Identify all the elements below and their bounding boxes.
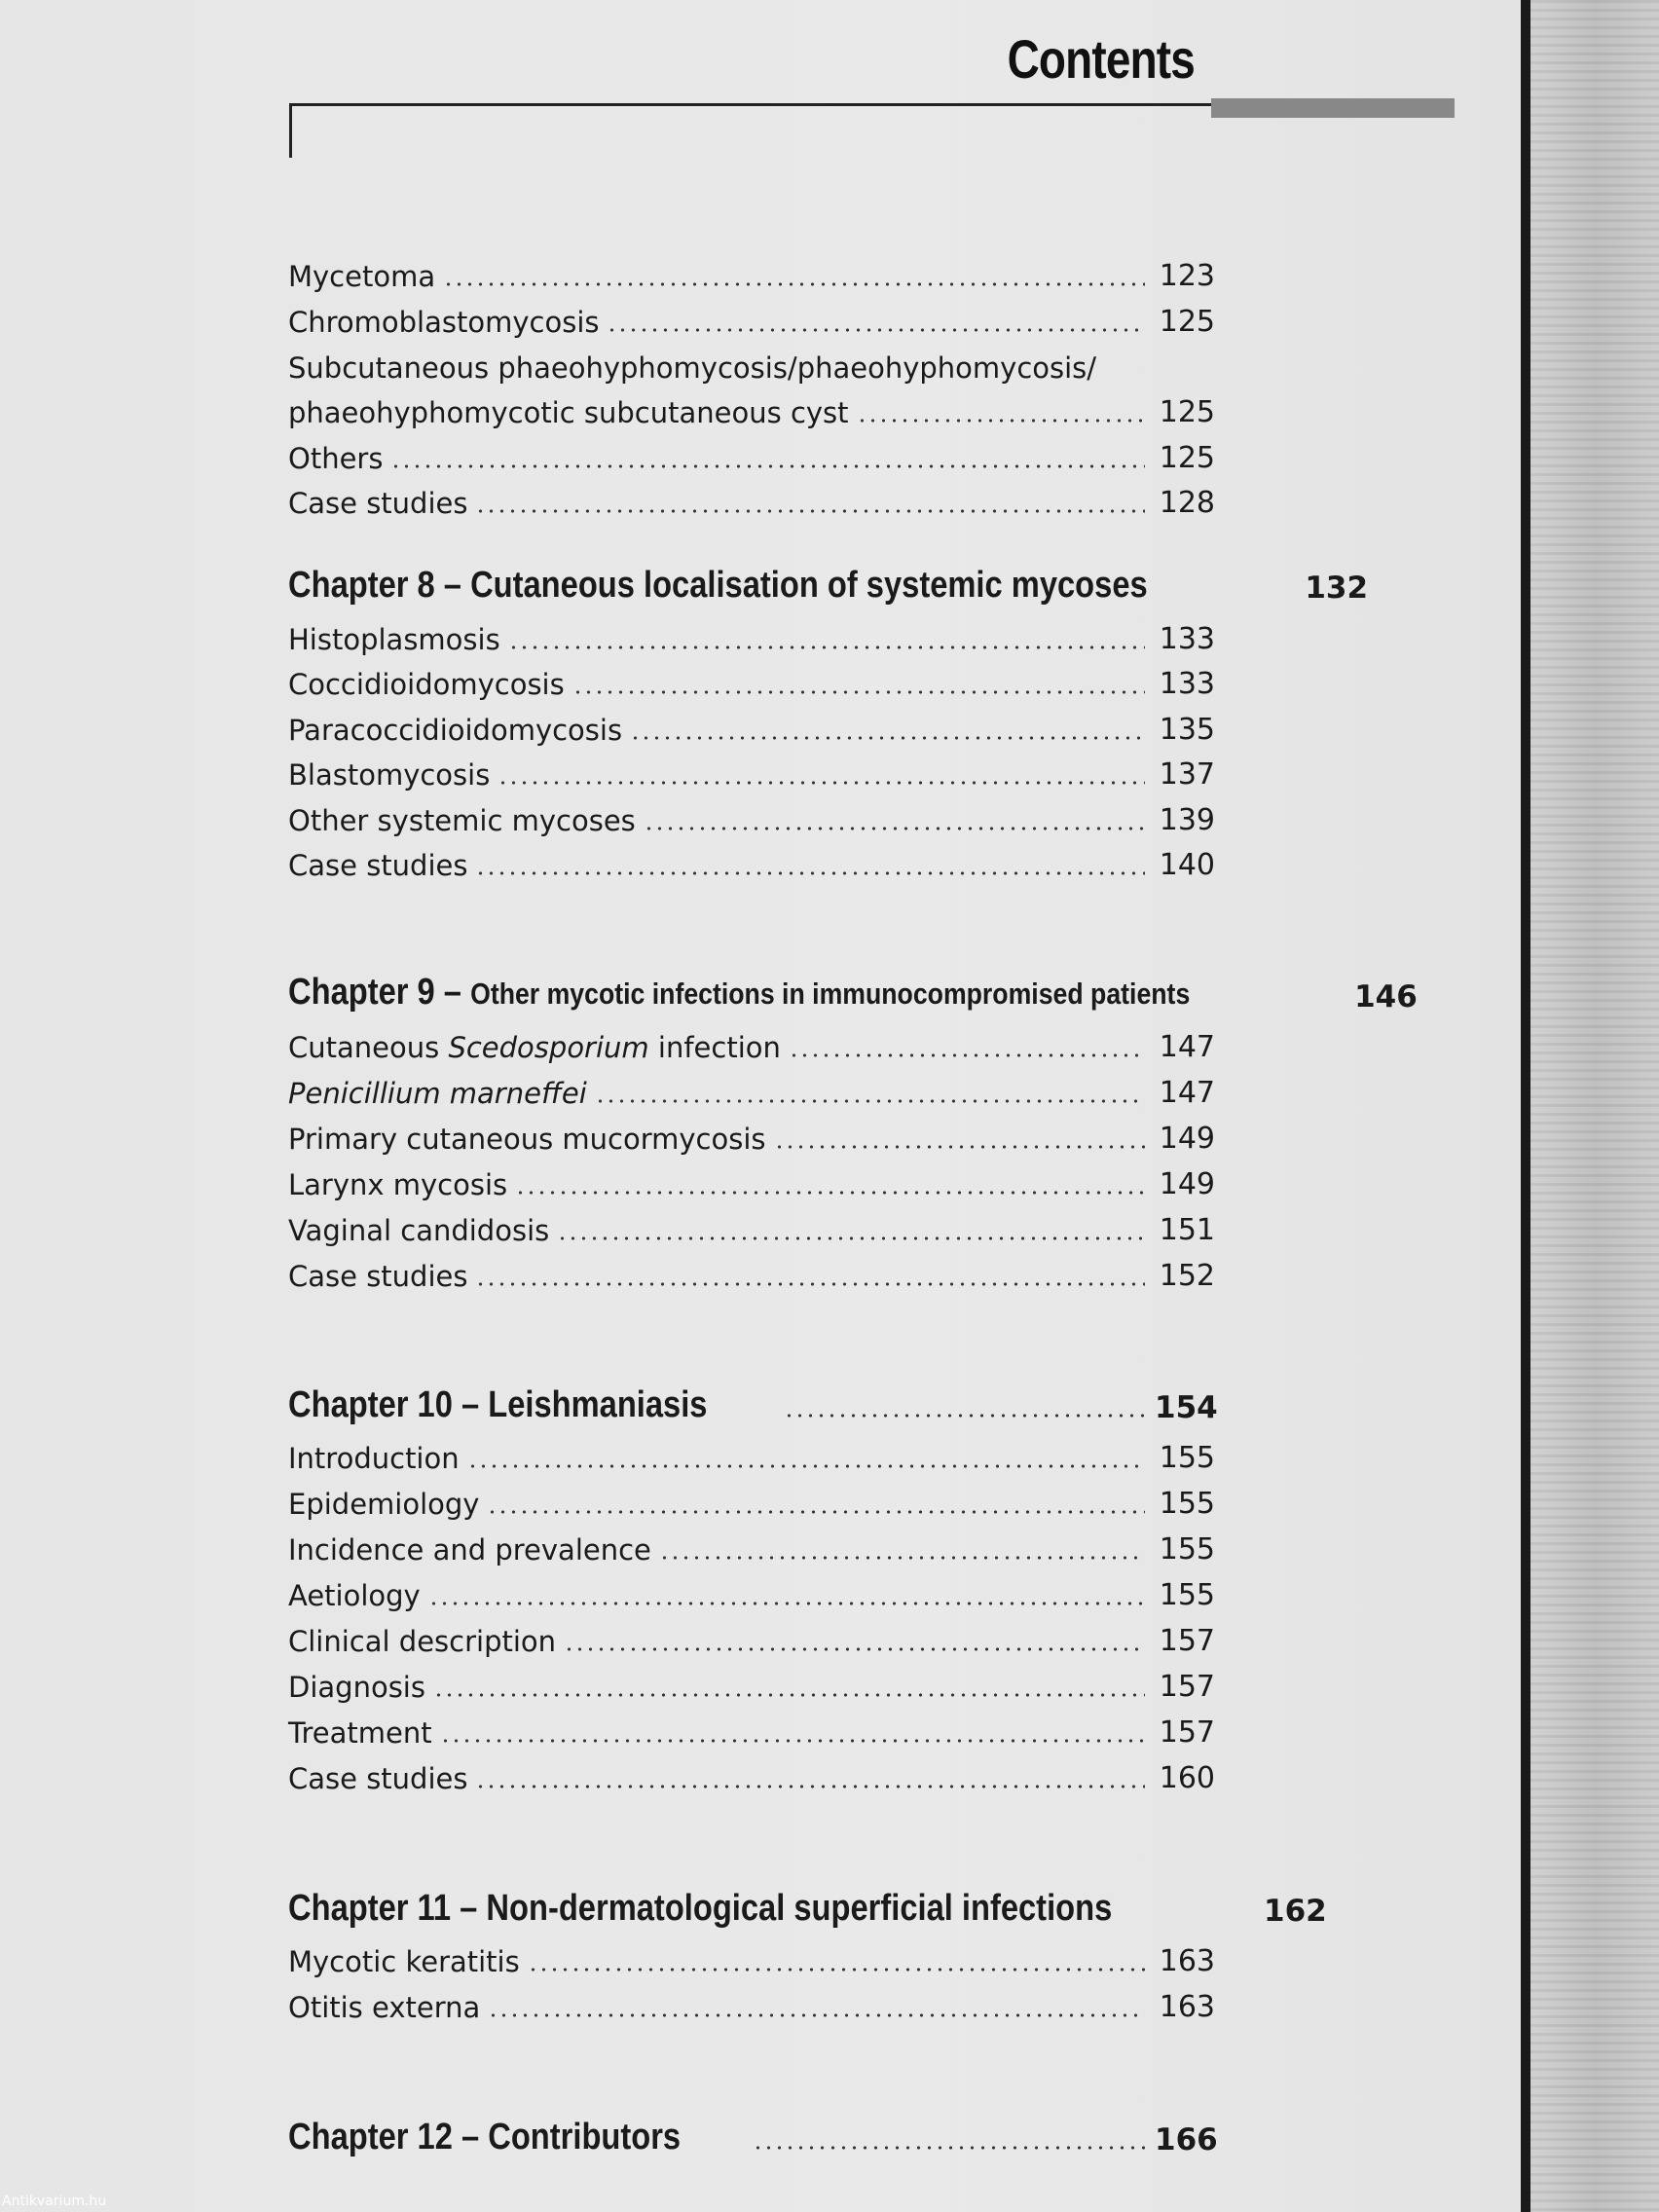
toc-entry-label: Mycetoma: [288, 260, 436, 293]
toc-entry-label: Cutaneous Scedosporium infection: [288, 1031, 781, 1064]
toc-entry-label: Paracoccidioidomycosis: [288, 714, 623, 747]
leader-dots: [498, 781, 1145, 785]
leader-dots: [564, 1647, 1145, 1651]
toc-entry-label: Mycotic keratitis: [288, 1945, 520, 1978]
chapter-title: Chapter 8 – Cutaneous localisation of systemic mycoses: [288, 565, 1148, 606]
leader-dots: [789, 1053, 1145, 1057]
chapter-page: 166: [1155, 2122, 1218, 2157]
toc-entry: [288, 614, 1215, 659]
leader-dots: [557, 1236, 1145, 1240]
toc-entry-label: Blastomycosis: [288, 758, 491, 792]
chapter-page: 162: [1264, 1894, 1327, 1929]
toc-entry-page: 149: [1159, 1167, 1215, 1201]
chapter-heading: [288, 972, 1418, 1016]
toc-entry: [288, 1708, 1215, 1752]
toc-entry-label: Otitis externa: [288, 1991, 481, 2024]
toc-entry: [288, 795, 1215, 840]
toc-entry-label: Other systemic mycoses: [288, 804, 636, 837]
page-title: Contents: [1007, 28, 1195, 90]
toc-entry-page: 125: [1159, 395, 1215, 429]
leader-dots: [528, 1968, 1145, 1972]
leader-dots: [467, 1464, 1145, 1468]
leader-dots: [515, 1191, 1145, 1195]
toc-entry: [288, 840, 1215, 885]
toc-entry-page: 155: [1159, 1578, 1215, 1612]
leader-dots: [607, 328, 1145, 332]
toc-entry-label: Chromoblastomycosis: [288, 306, 600, 339]
toc-entry-page: 155: [1159, 1441, 1215, 1475]
leader-dots: [857, 419, 1145, 423]
toc-entry-label: Case studies: [288, 849, 468, 882]
leader-dots: [784, 1414, 1145, 1418]
chapter-title: [288, 970, 1190, 1016]
toc-entry: [288, 1114, 1215, 1159]
leader-dots: [659, 1556, 1145, 1560]
book-cover-edge: [1521, 0, 1530, 2212]
toc-entry: [288, 659, 1215, 704]
chapter-title: Chapter 10 – Leishmaniasis: [288, 1384, 708, 1425]
leader-dots: [644, 827, 1145, 830]
leader-dots: [774, 1145, 1145, 1149]
toc-entry-page: 152: [1159, 1259, 1215, 1293]
toc-entry-label: Others: [288, 442, 384, 475]
toc-entry: [288, 1662, 1215, 1707]
toc-entry-label: Clinical description: [288, 1625, 557, 1658]
toc-entry-label: Subcutaneous phaeohyphomycosis/phaeohyphomycosis/: [288, 351, 1097, 385]
toc-entry-page: 163: [1159, 1944, 1215, 1978]
toc-entry-page: 128: [1159, 486, 1215, 520]
chapter-subtitle: Other mycotic infections in immunocompromised patients: [470, 977, 1191, 1011]
leader-dots: [475, 1282, 1145, 1286]
toc-entry-label: Larynx mycosis: [288, 1168, 508, 1201]
toc-entry-label: Introduction: [288, 1442, 460, 1475]
toc-entry-label: Histoplasmosis: [288, 623, 500, 656]
toc-entry-label: Coccidioidomycosis: [288, 668, 565, 701]
toc-entry: [288, 1022, 1215, 1067]
toc-entry-page: 151: [1159, 1213, 1215, 1247]
toc-entry-page: 140: [1159, 848, 1215, 882]
toc-entry: [288, 387, 1215, 432]
toc-entry-page: 155: [1159, 1532, 1215, 1567]
toc-entry-label: Case studies: [288, 487, 468, 520]
toc-entry: [288, 297, 1215, 342]
toc-entry-page: 133: [1159, 667, 1215, 701]
toc-entry: [288, 750, 1215, 794]
toc-entry: [288, 1936, 1215, 1981]
chapter-heading: [288, 2115, 1218, 2159]
toc-entry-page: 147: [1159, 1030, 1215, 1064]
toc-entry: [288, 251, 1215, 296]
toc-entry-label: Epidemiology: [288, 1488, 480, 1521]
leader-dots: [440, 1739, 1145, 1743]
chapter-heading: [288, 1886, 1327, 1931]
chapter-title: Chapter 11 – Non-dermatological superficial infections: [288, 1888, 1113, 1929]
toc-entry: [288, 1205, 1215, 1250]
toc-entry-page: 157: [1159, 1624, 1215, 1658]
toc-entry-label: Primary cutaneous mucormycosis: [288, 1123, 766, 1156]
toc-entry-page: 157: [1159, 1715, 1215, 1750]
watermark: Antikvarium.hu: [2, 2194, 107, 2209]
leader-dots: [443, 282, 1145, 286]
toc-entry-label: Treatment: [288, 1716, 432, 1750]
toc-entry-page: 155: [1159, 1487, 1215, 1521]
chapter-title: Chapter 12 – Contributors: [288, 2117, 682, 2157]
leader-dots: [572, 690, 1145, 694]
toc-entry-label: Aetiology: [288, 1579, 421, 1612]
toc-entry: [288, 1753, 1215, 1798]
toc-entry: [288, 433, 1215, 478]
leader-dots: [390, 464, 1145, 468]
leader-dots: [433, 1693, 1145, 1697]
toc-entry-label: Diagnosis: [288, 1671, 425, 1704]
toc-entry-page: 139: [1159, 803, 1215, 837]
leader-dots: [475, 509, 1145, 513]
leader-dots: [475, 871, 1145, 875]
toc-entry-page: 157: [1159, 1670, 1215, 1704]
toc-entry-page: 123: [1159, 259, 1215, 293]
chapter-page: 132: [1305, 571, 1369, 606]
toc-entry-label: Penicillium marneffei: [288, 1077, 587, 1110]
toc-entry: [288, 1479, 1215, 1524]
toc-entry-page: 149: [1159, 1122, 1215, 1156]
toc-entry: [288, 1251, 1215, 1296]
leader-dots: [630, 736, 1145, 740]
toc-entry-label: Case studies: [288, 1260, 468, 1293]
toc-entry: [288, 705, 1215, 750]
toc-entry: [288, 1570, 1215, 1615]
toc-entry-label: Incidence and prevalence: [288, 1533, 651, 1567]
chapter-heading: [288, 1382, 1218, 1427]
toc-entry-page: 125: [1159, 441, 1215, 475]
toc-entry: [288, 1525, 1215, 1569]
chapter-page: 154: [1155, 1390, 1218, 1425]
toc-entry-page: 137: [1159, 757, 1215, 792]
toc-entry: [288, 1616, 1215, 1661]
toc-entry-label: Vaginal candidosis: [288, 1214, 550, 1247]
leader-dots: [475, 1785, 1145, 1788]
toc-entry: [288, 478, 1215, 523]
toc-entry-page: 135: [1159, 713, 1215, 747]
leader-dots: [488, 2013, 1145, 2017]
toc-entry-page: 133: [1159, 622, 1215, 656]
leader-dots: [487, 1510, 1145, 1514]
chapter-heading: [288, 563, 1369, 608]
toc-entry: [288, 1982, 1215, 2027]
toc-entry-page: 160: [1159, 1761, 1215, 1795]
leader-dots: [753, 2146, 1145, 2150]
leader-dots: [595, 1099, 1145, 1103]
chapter-lead: Chapter 9 –: [288, 972, 471, 1013]
toc-entry: [288, 1433, 1215, 1478]
leader-dots: [508, 645, 1145, 649]
wooden-surface: [1530, 0, 1659, 2212]
toc-entry-page: 163: [1159, 1990, 1215, 2024]
toc-entry-label: phaeohyphomycotic subcutaneous cyst: [288, 396, 849, 429]
chapter-page: 146: [1354, 979, 1418, 1014]
toc-entry-label: Case studies: [288, 1762, 468, 1795]
toc-entry-page: 125: [1159, 305, 1215, 339]
leader-dots: [428, 1602, 1145, 1605]
toc-entry: [288, 1160, 1215, 1204]
toc-entry-page: 147: [1159, 1076, 1215, 1110]
toc-entry: [288, 343, 1215, 387]
toc-entry: [288, 1068, 1215, 1113]
